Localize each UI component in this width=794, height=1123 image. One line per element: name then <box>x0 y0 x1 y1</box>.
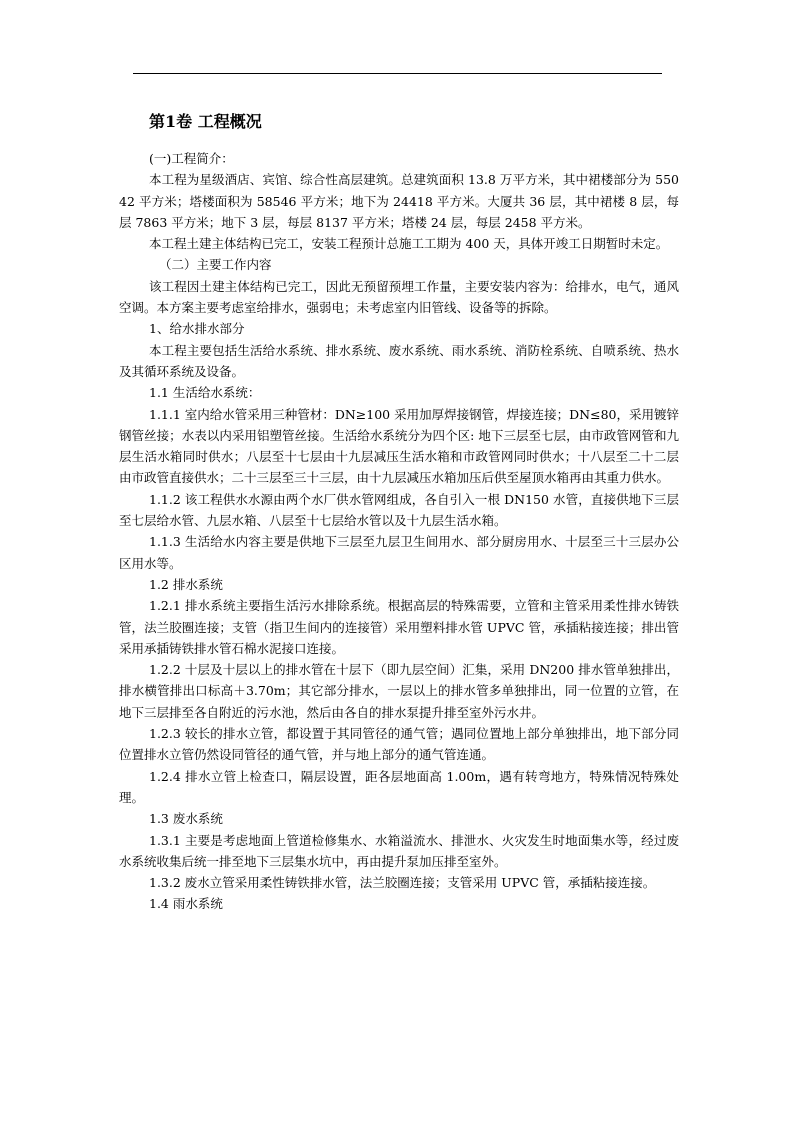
subsection-heading: 1、给水排水部分 <box>149 321 245 337</box>
paragraph: 1.3.2 废水立管采用柔性铸铁排水管，法兰胶圈连接；支管采用 UPVC 管，承插粘接连接。 <box>149 875 656 891</box>
section-heading: （二）主要工作内容 <box>159 257 272 273</box>
paragraph: 1.2.2 十层及十层以上的排水管在十层下（即九层空间）汇集，采用 DN200 排水管单独排出，排水横管排出口标高＋3.70m；其它部分排水，一层以上的排水管多单独排出，同一位置的立管，在地下三层排至各自附近的污水池，然后由各自的排水泵提升排至室外污水井。 <box>119 662 679 720</box>
paragraph: 该工程因土建主体结构已完工，因此无预留预埋工作量，主要安装内容为：给排水，电气，通风空调。本方案主要考虑室给排水，强弱电；未考虑室内旧管线、设备等的拆除。 <box>119 278 679 316</box>
paragraph: 1.1.2 该工程供水水源由两个水厂供水管网组成，各自引入一根 DN150 水管，直接供地下三层至七层给水管、九层水箱、八层至十七层给水管以及十九层生活水箱。 <box>119 491 679 529</box>
subsection-heading: 1.1 生活给水系统： <box>149 385 261 401</box>
subsection-heading: 1.4 雨水系统 <box>149 896 223 912</box>
subsection-heading: 1.2 排水系统 <box>149 576 223 592</box>
page-title: 第1卷 工程概况 <box>149 112 262 131</box>
paragraph: 本工程为星级酒店、宾馆、综合性高层建筑。总建筑面积 13.8 万平方米，其中裙楼部分为 55042 平方米；塔楼面积为 58546 平方米；地下为 24418 平方米。大厦共 36 层，其中裙楼 8 层，每层 7863 平方米；地下 3 层，每层 8137 平方米；塔楼 24 层，每层 2458 平方米。 <box>119 172 679 230</box>
paragraph: 1.1.1 室内给水管采用三种管材：DN≥100 采用加厚焊接钢管，焊接连接；DN≤80，采用镀锌钢管丝接；水表以内采用铝塑管丝接。生活给水系统分为四个区: 地下三层至七层，由市政管网管和九层生活水箱同时供水；八层至十七层由十九层减压生活水箱和市政管网同时供水；十八层至二十二层由市政管直接供水；二十三层至三十三层，由十九层减压水箱加压后供至屋顶水箱再由其重力供水。 <box>119 406 679 486</box>
paragraph: 本工程主要包括生活给水系统、排水系统、废水系统、雨水系统、消防栓系统、自喷系统、热水及其循环系统及设备。 <box>119 342 679 379</box>
paragraph: 1.2.4 排水立管上检查口，隔层设置，距各层地面高 1.00m，遇有转弯地方，特殊情况特殊处理。 <box>119 768 679 805</box>
header-rule <box>133 73 662 74</box>
paragraph: 1.2.1 排水系统主要指生活污水排除系统。根据高层的特殊需要，立管和主管采用柔性排水铸铁管，法兰胶圈连接；支管（指卫生间内的连接管）采用塑料排水管 UPVC 管，承插粘接连接；排出管采用承插铸铁排水管石棉水泥接口连接。 <box>119 598 679 656</box>
paragraph: 1.3.1 主要是考虑地面上管道检修集水、水箱溢流水、排泄水、火灾发生时地面集水等，经过废水系统收集后统一排至地下三层集水坑中，再由提升泵加压排至室外。 <box>119 832 679 869</box>
paragraph: 本工程土建主体结构已完工，安装工程预计总施工工期为 400 天，具体开竣工日期暂时未定。 <box>149 236 669 252</box>
document-body <box>119 110 679 915</box>
paragraph: 1.2.3 较长的排水立管，都设置于其同管径的通气管；遇同位置地上部分单独排出，地下部分同位置排水立管仍然设同管径的通气管，并与地上部分的通气管连通。 <box>119 726 679 763</box>
paragraph: 1.1.3 生活给水内容主要是供地下三层至九层卫生间用水、部分厨房用水、十层至三十三层办公区用水等。 <box>119 534 679 571</box>
section-heading: (一)工程简介： <box>149 151 234 166</box>
subsection-heading: 1.3 废水系统 <box>149 811 223 827</box>
